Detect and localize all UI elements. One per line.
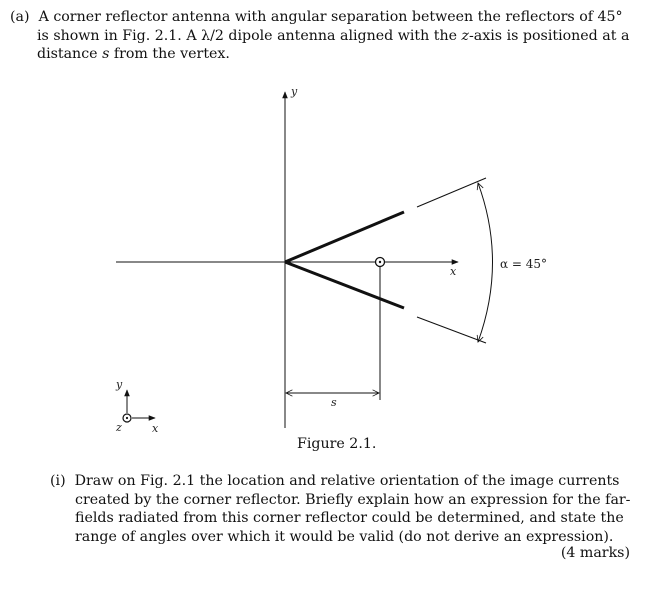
question-i-label: (i): [50, 473, 66, 489]
alpha-label: α = 45°: [500, 257, 548, 271]
question-a-label: (a): [10, 9, 30, 25]
y-axis-label: y: [291, 85, 298, 98]
z-variable: z: [461, 27, 470, 44]
legend-z-label: z: [116, 421, 122, 434]
distance-label: s: [331, 396, 337, 409]
x-axis-label: x: [450, 265, 457, 278]
figure-caption: Figure 2.1.: [297, 436, 377, 452]
question-a-text-1: A corner reflector antenna with angular separation between the reflectors of 45° is shown in Fig. 2.1. A λ/2 dipole antenna aligned with the: [37, 9, 623, 44]
angle-extension-lower: [417, 317, 486, 343]
question-i: [50, 472, 632, 546]
reflector-upper: [285, 212, 404, 262]
marks-label: (4 marks): [560, 545, 630, 561]
angle-arc: [478, 183, 493, 342]
question-i-text: Draw on Fig. 2.1 the location and relative orientation of the image currents created by the corner reflector. Briefly explain how an expression for the far-fields radiated from this corner reflector could be determined, and state the range of angles over which it would be valid (do not derive an expression).: [74, 473, 631, 545]
s-variable: s: [102, 46, 110, 63]
reflector-lower: [285, 262, 404, 308]
legend-x-label: x: [152, 422, 159, 435]
legend-y-label: y: [116, 378, 123, 391]
question-a-text-2: -axis is positioned at a distance: [37, 27, 630, 63]
dipole-dot: [379, 261, 381, 263]
angle-extension-upper: [417, 178, 486, 207]
legend-z-dot: [126, 417, 128, 419]
question-a-text-3: from the vertex.: [109, 46, 230, 63]
